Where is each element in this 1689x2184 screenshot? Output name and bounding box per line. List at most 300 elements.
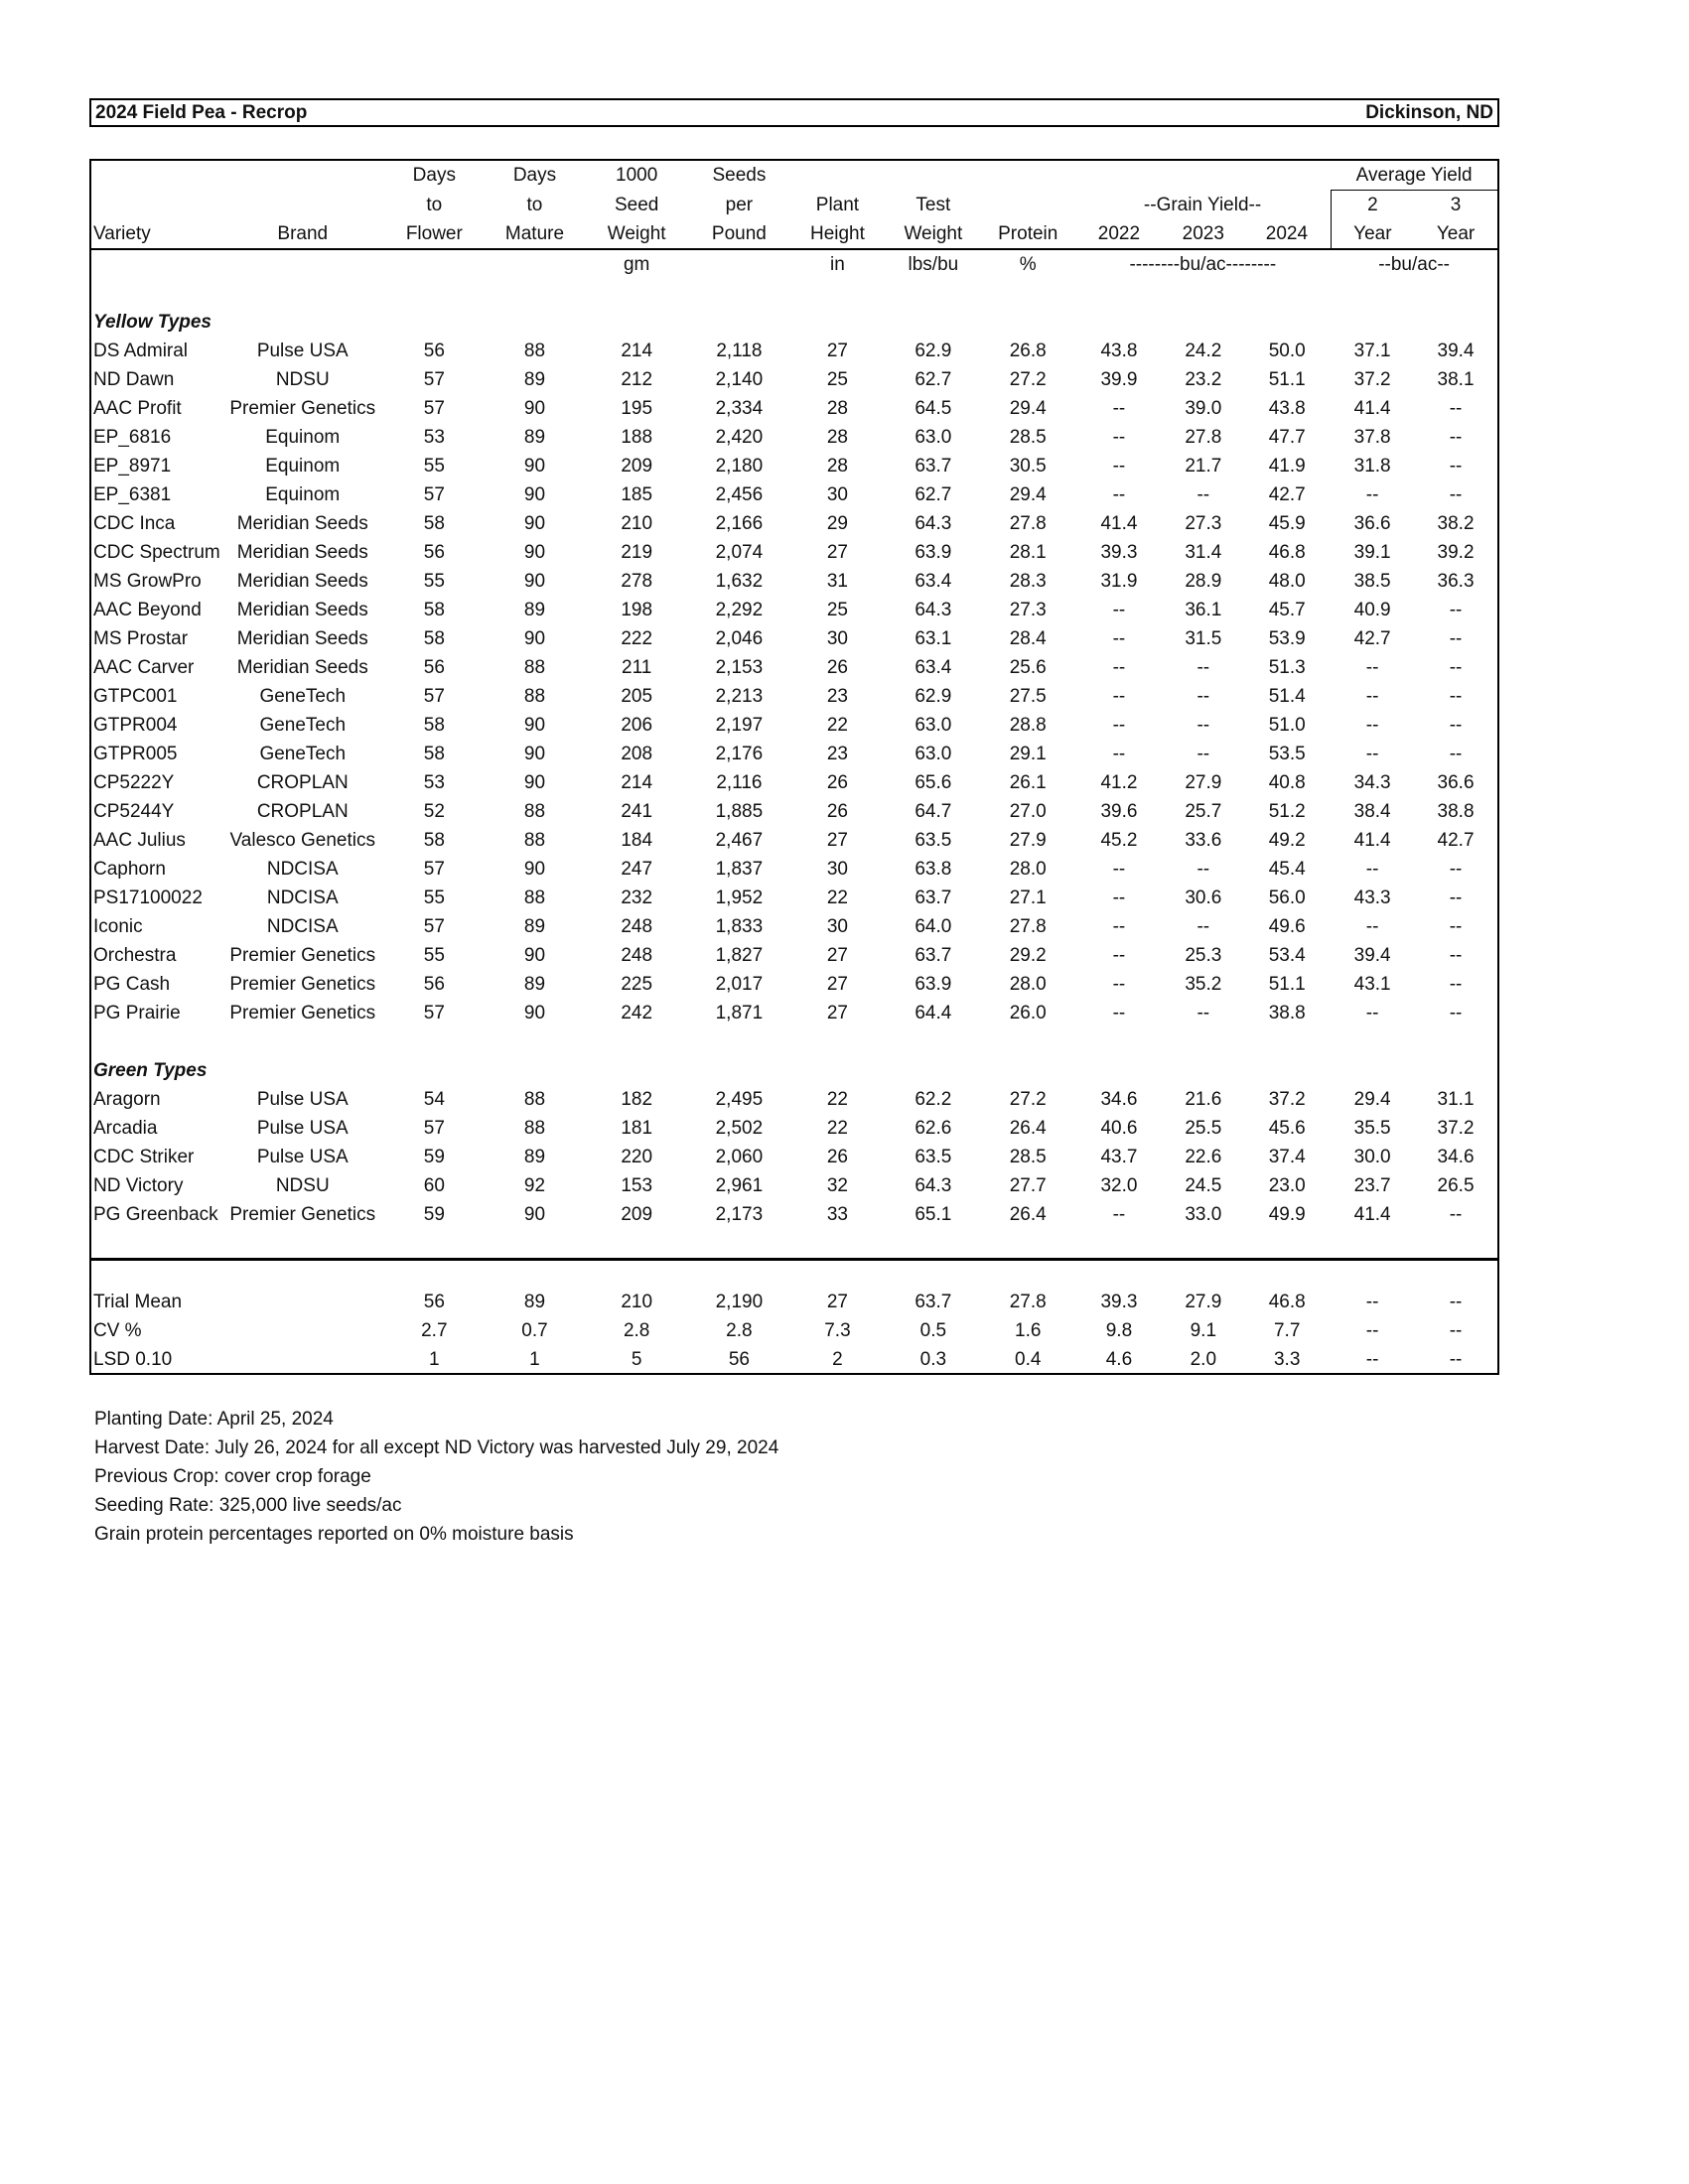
value-cell: 46.8: [1268, 542, 1306, 563]
brand-cell: [221, 1345, 384, 1374]
table-row: [91, 884, 1497, 912]
value-cell: 40.8: [1268, 772, 1306, 793]
value-cell: 25: [826, 369, 848, 390]
value-cell: 27: [826, 945, 848, 966]
value-cell: --: [1449, 456, 1463, 477]
value-cell: --: [1365, 715, 1379, 736]
value-cell: 90: [523, 1204, 546, 1225]
hdr-days-flower-1: Days: [412, 165, 456, 187]
unit-plant-height: in: [830, 254, 845, 275]
value-cell: 39.3: [1100, 1292, 1138, 1312]
value-cell: 57: [423, 686, 445, 707]
value-cell: 37.2: [1437, 1118, 1475, 1139]
value-cell: 51.4: [1268, 686, 1306, 707]
value-cell: 29.4: [1353, 1089, 1391, 1110]
value-cell: 2.0: [1190, 1349, 1217, 1370]
value-cell: 185: [621, 484, 653, 505]
value-cell: 64.3: [915, 513, 952, 534]
value-cell: 37.1: [1353, 341, 1391, 361]
table-row: [91, 855, 1497, 884]
hdr-avg2-2: Year: [1331, 219, 1414, 249]
value-cell: 30: [826, 916, 848, 937]
value-cell: 2,153: [715, 657, 764, 678]
value-cell: 1,833: [715, 916, 764, 937]
value-cell: 3.3: [1273, 1349, 1301, 1370]
brand-cell: NDCISA: [266, 887, 339, 908]
value-cell: 2,197: [715, 715, 764, 736]
value-cell: 45.7: [1268, 600, 1306, 620]
variety-cell: CV %: [93, 1320, 142, 1341]
hdr-protein: Protein: [981, 219, 1074, 249]
unit-protein: %: [1019, 254, 1037, 275]
value-cell: 30: [826, 628, 848, 649]
value-cell: --: [1196, 916, 1210, 937]
value-cell: 62.9: [915, 686, 952, 707]
value-cell: 28.9: [1185, 571, 1222, 592]
value-cell: 278: [621, 571, 653, 592]
value-cell: 25.3: [1185, 945, 1222, 966]
table-row: [91, 394, 1497, 423]
hdr-avg3-2: Year: [1414, 219, 1497, 249]
value-cell: --: [1196, 484, 1210, 505]
value-cell: --: [1112, 945, 1126, 966]
value-cell: 26: [826, 657, 848, 678]
value-cell: 56: [728, 1349, 750, 1370]
value-cell: 89: [523, 427, 546, 448]
value-cell: 21.7: [1185, 456, 1222, 477]
hdr-days-mature-1: Days: [512, 165, 557, 187]
value-cell: 38.1: [1437, 369, 1475, 390]
value-cell: 39.4: [1353, 945, 1391, 966]
value-cell: 89: [523, 916, 546, 937]
value-cell: 27.8: [1185, 427, 1222, 448]
hdr-2023: 2023: [1163, 219, 1243, 249]
value-cell: 39.9: [1100, 369, 1138, 390]
value-cell: 220: [621, 1147, 653, 1167]
value-cell: 23.2: [1185, 369, 1222, 390]
value-cell: 0.4: [1015, 1349, 1042, 1370]
value-cell: 27.8: [1009, 513, 1047, 534]
unit-test-weight: lbs/bu: [908, 254, 959, 275]
value-cell: 206: [621, 715, 653, 736]
value-cell: 90: [523, 456, 546, 477]
value-cell: 242: [621, 1003, 653, 1024]
value-cell: --: [1112, 1003, 1126, 1024]
value-cell: --: [1365, 657, 1379, 678]
hdr-test-weight-2: Weight: [886, 219, 981, 249]
variety-cell: EP_6816: [93, 427, 172, 448]
value-cell: 63.1: [915, 628, 952, 649]
value-cell: 28: [826, 398, 848, 419]
value-cell: 219: [621, 542, 653, 563]
value-cell: --: [1365, 744, 1379, 764]
table-row: [91, 826, 1497, 855]
value-cell: 31.4: [1185, 542, 1222, 563]
value-cell: 29.2: [1009, 945, 1047, 966]
table-row: [91, 1200, 1497, 1229]
value-cell: 62.2: [915, 1089, 952, 1110]
value-cell: --: [1449, 600, 1463, 620]
value-cell: 55: [423, 571, 445, 592]
value-cell: 36.6: [1353, 513, 1391, 534]
variety-cell: CP5244Y: [93, 801, 175, 822]
value-cell: 2.7: [421, 1320, 448, 1341]
hdr-average-yield: Average Yield: [1331, 161, 1497, 191]
hdr-seed-weight-3: Weight: [585, 219, 689, 249]
table-row: [91, 596, 1497, 624]
value-cell: 53.5: [1268, 744, 1306, 764]
variety-cell: AAC Profit: [93, 398, 182, 419]
value-cell: --: [1449, 744, 1463, 764]
table-row: [91, 941, 1497, 970]
value-cell: 90: [523, 1003, 546, 1024]
value-cell: 28.5: [1009, 427, 1047, 448]
value-cell: 5: [631, 1349, 642, 1370]
hdr-plant-height-1: Plant: [815, 194, 860, 215]
value-cell: 35.2: [1185, 974, 1222, 995]
value-cell: 49.9: [1268, 1204, 1306, 1225]
variety-cell: GTPC001: [93, 686, 178, 707]
value-cell: 41.9: [1268, 456, 1306, 477]
value-cell: 27.1: [1009, 887, 1047, 908]
value-cell: --: [1112, 600, 1126, 620]
value-cell: 28.8: [1009, 715, 1047, 736]
value-cell: 30: [826, 859, 848, 880]
value-cell: 63.0: [915, 744, 952, 764]
value-cell: 90: [523, 571, 546, 592]
brand-cell: Pulse USA: [256, 1147, 349, 1167]
value-cell: 65.6: [915, 772, 952, 793]
table-row: [91, 624, 1497, 653]
table-row: [91, 509, 1497, 538]
value-cell: --: [1449, 628, 1463, 649]
value-cell: 0.7: [521, 1320, 548, 1341]
brand-cell: [221, 1316, 384, 1345]
value-cell: 57: [423, 484, 445, 505]
value-cell: --: [1112, 398, 1126, 419]
table-row: [91, 653, 1497, 682]
value-cell: 55: [423, 945, 445, 966]
value-cell: 39.6: [1100, 801, 1138, 822]
table-row: [91, 538, 1497, 567]
value-cell: 51.2: [1268, 801, 1306, 822]
value-cell: 88: [523, 657, 546, 678]
value-cell: 63.7: [915, 1292, 952, 1312]
table-row: [91, 970, 1497, 999]
hdr-days-mature-3: Mature: [485, 219, 585, 249]
report-title-bar: [89, 98, 1499, 127]
brand-cell: GeneTech: [259, 744, 347, 764]
value-cell: --: [1365, 1320, 1379, 1341]
value-cell: 209: [621, 456, 653, 477]
report-location: Dickinson, ND: [1365, 101, 1493, 123]
value-cell: 37.4: [1268, 1147, 1306, 1167]
hdr-brand: Brand: [221, 219, 384, 249]
value-cell: --: [1365, 484, 1379, 505]
value-cell: 2,046: [715, 628, 764, 649]
value-cell: 63.7: [915, 945, 952, 966]
value-cell: 22.6: [1185, 1147, 1222, 1167]
brand-cell: Meridian Seeds: [236, 571, 368, 592]
value-cell: 33: [826, 1204, 848, 1225]
variety-cell: AAC Beyond: [93, 600, 202, 620]
value-cell: --: [1449, 427, 1463, 448]
value-cell: 1,837: [715, 859, 764, 880]
note-seeding-rate: Seeding Rate: 325,000 live seeds/ac: [94, 1495, 402, 1516]
value-cell: 62.9: [915, 341, 952, 361]
hdr-days-mature-2: to: [526, 194, 543, 215]
value-cell: 43.8: [1100, 341, 1138, 361]
value-cell: 2,017: [715, 974, 764, 995]
value-cell: 30.0: [1353, 1147, 1391, 1167]
hdr-days-flower-2: to: [426, 194, 443, 215]
value-cell: 38.2: [1437, 513, 1475, 534]
value-cell: 26.5: [1437, 1175, 1475, 1196]
note-planting-date: Planting Date: April 25, 2024: [94, 1409, 334, 1430]
variety-cell: Aragorn: [93, 1089, 161, 1110]
value-cell: 59: [423, 1147, 445, 1167]
value-cell: --: [1112, 427, 1126, 448]
yellow-types-heading: Yellow Types: [93, 312, 211, 333]
variety-cell: EP_6381: [93, 484, 172, 505]
value-cell: 88: [523, 801, 546, 822]
value-cell: 55: [423, 456, 445, 477]
value-cell: 1: [429, 1349, 440, 1370]
value-cell: 22: [826, 1118, 848, 1139]
value-cell: 58: [423, 830, 445, 851]
value-cell: 57: [423, 398, 445, 419]
hdr-2024: 2024: [1243, 219, 1331, 249]
value-cell: --: [1112, 1204, 1126, 1225]
value-cell: 27.7: [1009, 1175, 1047, 1196]
variety-cell: EP_8971: [93, 456, 172, 477]
value-cell: 88: [523, 686, 546, 707]
value-cell: 26: [826, 1147, 848, 1167]
value-cell: 21.6: [1185, 1089, 1222, 1110]
value-cell: 214: [621, 772, 653, 793]
value-cell: 27.2: [1009, 1089, 1047, 1110]
value-cell: 225: [621, 974, 653, 995]
value-cell: 28.1: [1009, 542, 1047, 563]
value-cell: 29.4: [1009, 484, 1047, 505]
value-cell: 43.1: [1353, 974, 1391, 995]
value-cell: 198: [621, 600, 653, 620]
value-cell: 63.0: [915, 715, 952, 736]
value-cell: 28.5: [1009, 1147, 1047, 1167]
value-cell: 90: [523, 945, 546, 966]
value-cell: 23: [826, 744, 848, 764]
value-cell: --: [1112, 657, 1126, 678]
value-cell: --: [1112, 484, 1126, 505]
hdr-test-weight-1: Test: [915, 194, 951, 215]
value-cell: --: [1449, 974, 1463, 995]
value-cell: 2.8: [726, 1320, 753, 1341]
variety-cell: Caphorn: [93, 859, 166, 880]
table-row: [91, 999, 1497, 1027]
value-cell: 27.0: [1009, 801, 1047, 822]
value-cell: 58: [423, 628, 445, 649]
value-cell: 38.5: [1353, 571, 1391, 592]
report-title: 2024 Field Pea - Recrop: [95, 101, 308, 123]
value-cell: 182: [621, 1089, 653, 1110]
value-cell: --: [1196, 744, 1210, 764]
value-cell: 27.2: [1009, 369, 1047, 390]
value-cell: 248: [621, 945, 653, 966]
value-cell: --: [1449, 484, 1463, 505]
brand-cell: Equinom: [265, 456, 341, 477]
value-cell: 41.4: [1353, 830, 1391, 851]
variety-cell: ND Dawn: [93, 369, 175, 390]
value-cell: --: [1112, 744, 1126, 764]
hdr-2022: 2022: [1074, 219, 1163, 249]
variety-cell: CDC Striker: [93, 1147, 195, 1167]
value-cell: 30.5: [1009, 456, 1047, 477]
value-cell: 43.8: [1268, 398, 1306, 419]
value-cell: 31.1: [1437, 1089, 1475, 1110]
value-cell: 39.4: [1437, 341, 1475, 361]
value-cell: 23.7: [1353, 1175, 1391, 1196]
unit-avg: --bu/ac--: [1378, 254, 1450, 275]
value-cell: 26.4: [1009, 1118, 1047, 1139]
value-cell: 37.2: [1353, 369, 1391, 390]
value-cell: 2,166: [715, 513, 764, 534]
value-cell: 53.9: [1268, 628, 1306, 649]
value-cell: 2,456: [715, 484, 764, 505]
value-cell: 2,118: [716, 341, 763, 361]
value-cell: --: [1449, 859, 1463, 880]
table-row: [91, 740, 1497, 768]
value-cell: 39.0: [1185, 398, 1222, 419]
brand-cell: Equinom: [265, 427, 341, 448]
value-cell: 2,213: [715, 686, 764, 707]
value-cell: 9.8: [1105, 1320, 1133, 1341]
value-cell: 2,467: [715, 830, 764, 851]
value-cell: 2,420: [715, 427, 764, 448]
value-cell: --: [1196, 686, 1210, 707]
value-cell: 90: [523, 772, 546, 793]
value-cell: 1: [529, 1349, 540, 1370]
value-cell: 31.8: [1353, 456, 1391, 477]
value-cell: 24.5: [1185, 1175, 1222, 1196]
brand-cell: Meridian Seeds: [236, 600, 368, 620]
value-cell: 27: [826, 542, 848, 563]
value-cell: 28.0: [1009, 974, 1047, 995]
value-cell: 2,180: [715, 456, 764, 477]
value-cell: 52: [423, 801, 445, 822]
value-cell: 29: [826, 513, 848, 534]
brand-cell: NDSU: [275, 369, 330, 390]
brand-cell: Premier Genetics: [229, 974, 376, 995]
value-cell: 2,116: [716, 772, 763, 793]
value-cell: 56: [423, 1292, 445, 1312]
value-cell: 2,334: [715, 398, 764, 419]
value-cell: 205: [621, 686, 653, 707]
value-cell: 1,952: [715, 887, 764, 908]
table-row: [91, 768, 1497, 797]
value-cell: 41.4: [1100, 513, 1138, 534]
value-cell: 26.8: [1009, 341, 1047, 361]
value-cell: 247: [621, 859, 653, 880]
value-cell: 2: [832, 1349, 843, 1370]
value-cell: 27.8: [1009, 916, 1047, 937]
value-cell: 208: [621, 744, 653, 764]
value-cell: 25.6: [1009, 657, 1047, 678]
value-cell: 30.6: [1185, 887, 1222, 908]
value-cell: 27: [826, 1292, 848, 1312]
value-cell: 63.7: [915, 887, 952, 908]
variety-cell: GTPR005: [93, 744, 178, 764]
value-cell: 31: [826, 571, 848, 592]
variety-cell: Iconic: [93, 916, 143, 937]
value-cell: 46.8: [1268, 1292, 1306, 1312]
value-cell: 50.0: [1268, 341, 1306, 361]
variety-cell: PS17100022: [93, 887, 203, 908]
value-cell: 64.5: [915, 398, 952, 419]
value-cell: 22: [826, 715, 848, 736]
value-cell: 57: [423, 916, 445, 937]
hdr-seeds-pound-2: per: [725, 194, 754, 215]
value-cell: 232: [621, 887, 653, 908]
value-cell: 63.4: [915, 571, 952, 592]
value-cell: 188: [621, 427, 653, 448]
value-cell: --: [1449, 1292, 1463, 1312]
value-cell: --: [1449, 1204, 1463, 1225]
value-cell: 64.4: [915, 1003, 952, 1024]
value-cell: --: [1449, 398, 1463, 419]
value-cell: 1,827: [715, 945, 764, 966]
value-cell: 28.3: [1009, 571, 1047, 592]
value-cell: 4.6: [1105, 1349, 1133, 1370]
value-cell: --: [1112, 859, 1126, 880]
green-types-heading: Green Types: [93, 1060, 208, 1081]
value-cell: 0.5: [919, 1320, 947, 1341]
value-cell: 2,074: [715, 542, 764, 563]
value-cell: 28.0: [1009, 859, 1047, 880]
hdr-seeds-pound-1: Seeds: [712, 165, 767, 187]
value-cell: 36.1: [1185, 600, 1222, 620]
value-cell: 222: [621, 628, 653, 649]
value-cell: 90: [523, 715, 546, 736]
value-cell: 34.6: [1437, 1147, 1475, 1167]
value-cell: 31.9: [1100, 571, 1138, 592]
green-types-rows: [91, 1085, 1497, 1229]
value-cell: --: [1449, 887, 1463, 908]
value-cell: 2.8: [623, 1320, 650, 1341]
value-cell: 27: [826, 341, 848, 361]
value-cell: 54: [423, 1089, 445, 1110]
value-cell: 212: [621, 369, 653, 390]
value-cell: 63.9: [915, 542, 952, 563]
value-cell: 53.4: [1268, 945, 1306, 966]
value-cell: 90: [523, 542, 546, 563]
value-cell: 40.9: [1353, 600, 1391, 620]
value-cell: 58: [423, 744, 445, 764]
value-cell: --: [1365, 1349, 1379, 1370]
value-cell: --: [1112, 715, 1126, 736]
stats-row: [91, 1345, 1497, 1374]
variety-cell: PG Prairie: [93, 1003, 181, 1024]
value-cell: 38.8: [1437, 801, 1475, 822]
value-cell: 88: [523, 830, 546, 851]
value-cell: 42.7: [1268, 484, 1306, 505]
variety-cell: DS Admiral: [93, 341, 189, 361]
value-cell: 9.1: [1190, 1320, 1217, 1341]
variety-cell: PG Greenback: [93, 1204, 218, 1225]
value-cell: 56.0: [1268, 887, 1306, 908]
value-cell: 59: [423, 1204, 445, 1225]
value-cell: 63.7: [915, 456, 952, 477]
value-cell: 90: [523, 744, 546, 764]
